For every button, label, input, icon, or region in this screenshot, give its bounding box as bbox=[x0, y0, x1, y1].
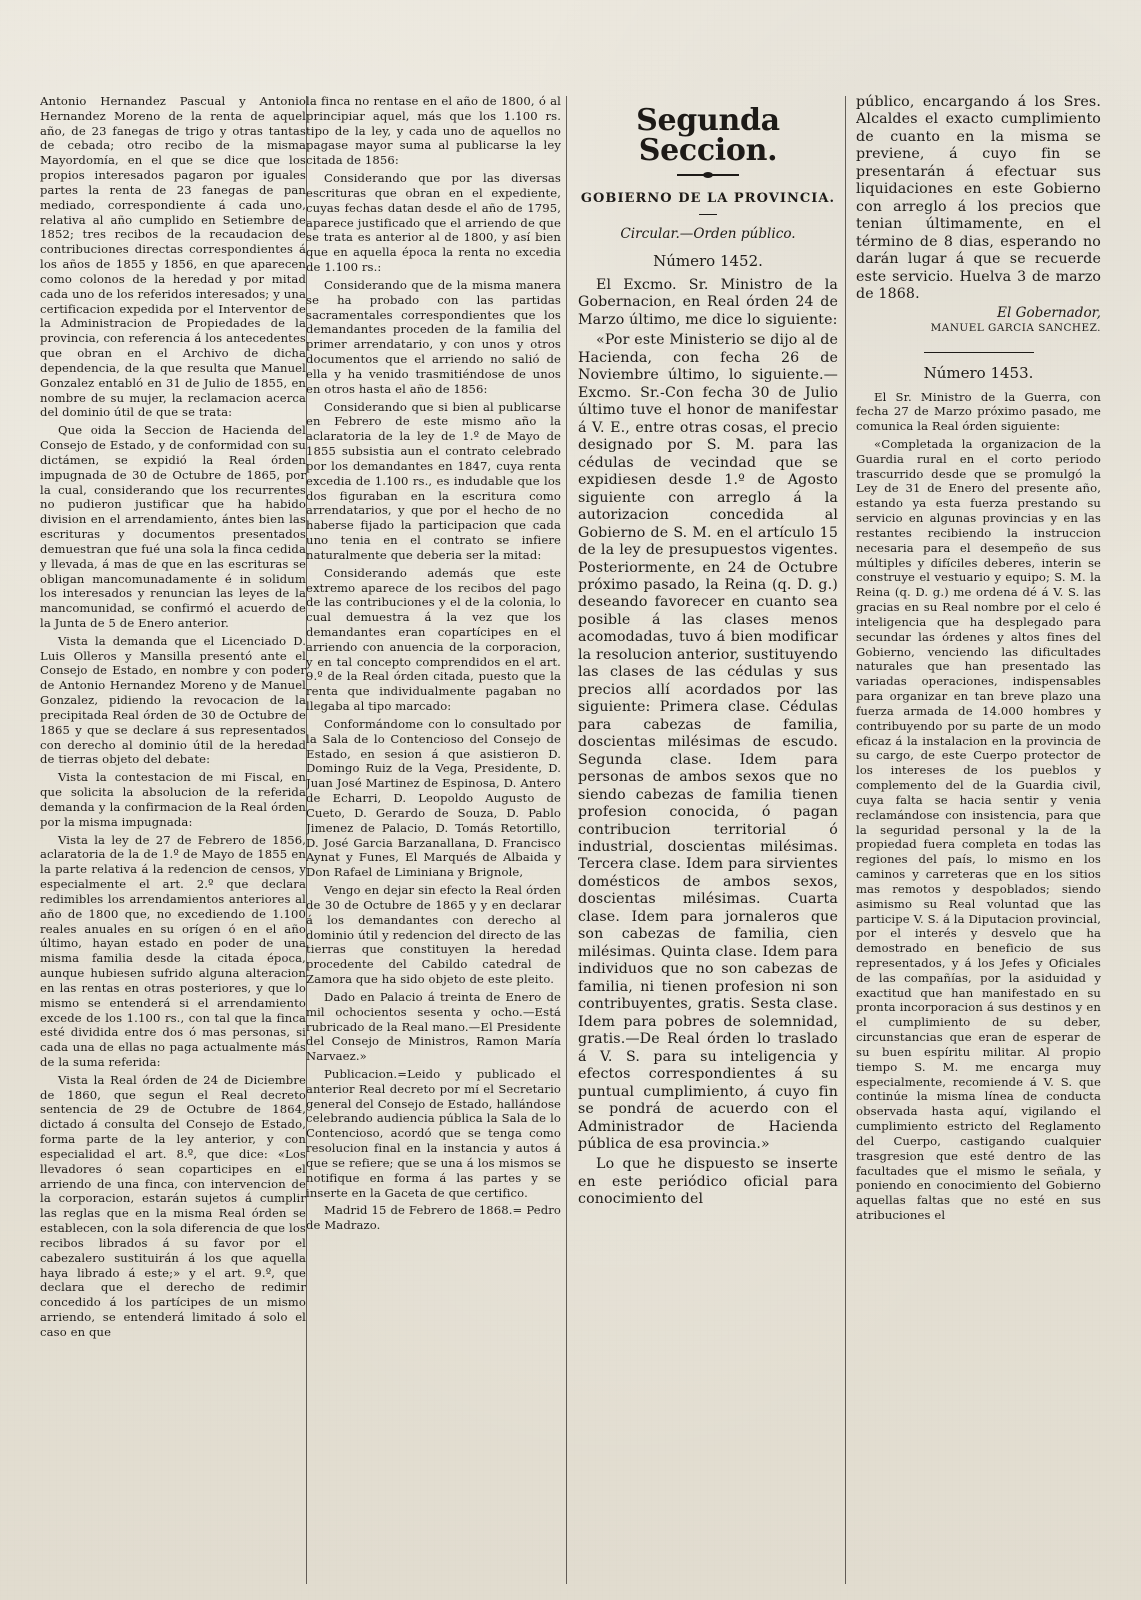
column-divider-3 bbox=[845, 96, 846, 1584]
right-column bbox=[856, 94, 1101, 1578]
left-paragraph-5: Vista la ley de 27 de Febrero de 1856, aclaratoria de la de 1.º de Mayo de 1855 en la parte relativa á la redencion de censos, y especialmente el art. 2.º que declara redimibles los arrendamientos anteriores al año de 1800 que, no excediendo de 1.100 reales anuales en su orígen ó en el año último, hayan estado en poder de una misma familia desde la citada época, aunque hubiesen sufrido alguna alteracion en las rentas en otras posteriores, y que lo mismo se entenderá si el arrendamiento excede de los 1.100 rs., con tal que la finca esté dividida entre dos ó mas personas, si cada una de ellas no paga actualmente más de la suma referida: bbox=[40, 832, 306, 1069]
right-paragraph-1: público, encargando á los Sres. Alcaldes el exacto cumplimiento de cuanto en la misma se previene, á cuyo fin se presentarán á efectuar sus liquidaciones en este Gobierno con arreglo á los precios que tenian últimamente, en el término de 8 dias, esperando no darán lugar á que se recuerde este servicio. Huelva 3 de marzo de 1868. bbox=[856, 94, 1101, 303]
governor-name: MANUEL GARCIA SANCHEZ. bbox=[930, 321, 1101, 334]
governor-label: El Gobernador, bbox=[997, 304, 1101, 321]
third-paragraph-3: Lo que he dispuesto se inserte en este periódico oficial para conocimiento del bbox=[578, 1156, 838, 1208]
middle-paragraph-7: Vengo en dejar sin efecto la Real órden de 30 de Octubre de 1865 y y en declarar á los demandantes con derecho al dominio útil y redencion del directo de las tierras que constituyen la heredad procedente del Cabildo catedral de Zamora que ha sido objeto de este pleito. bbox=[306, 883, 561, 987]
middle-paragraph-3: Considerando que de la misma manera se ha probado con las partidas sacramentales correspondientes que los demandantes proceden de la familia del primer arrendatario, y con unos y otros documentos que el arriendo no salió de ella y ha venido trasmitiéndose de unos en otros hasta el año de 1856: bbox=[306, 277, 561, 396]
left-paragraph-4: Vista la contestacion de mi Fiscal, en que solicita la absolucion de la referida demanda y la confirmacion de la Real órden por la misma impugnada: bbox=[40, 770, 306, 829]
middle-paragraph-4: Considerando que si bien al publicarse en Febrero de este mismo año la aclaratoria de la ley de 1.º de Mayo de 1855 subsistia aun el contrato celebrado por los demandantes en 1847, cuya renta excedia de 1.100 rs., es indudable que los dos figuraban en la escritura como arrendatarios, y que por el hecho de no haberse fijado la participacion que cada uno tenia en el contrato se infiere naturalmente que deberia ser la mitad: bbox=[306, 399, 561, 562]
right-paragraph-3: «Completada la organizacion de la Guardia rural en el corto periodo trascurrido desde que se promulgó la Ley de 31 de Enero del presente año, estando ya esta fuerza prestando su servicio en algunas provincias y en las restantes recibiendo la instruccion necesaria para el desempeño de sus múltiples y difíciles deberes, interin se construye el vestuario y equipo; S. M. la Reina (q. D. g.) me ordena dé á V. S. las gracias en su Real nombre por el celo é inteligencia que ha desplegado para secundar las órdenes y altos fines del Gobierno, venciendo las dificultades naturales que han presentado las variadas operaciones, indispensables para organizar en tan breve plazo una fuerza armada de 14.000 hombres y contribuyendo por su parte de un modo eficaz á la instalacion en la provincia de su cargo, de este Cuerpo protector de los intereses de los pueblos y complemento del de la Guardia civil, cuya falta se hacia sentir y venia reclamándose con insistencia, para que la seguridad personal y la de la propiedad fuera completa en todas las regiones del país, lo mismo en los caminos y carreteras que en los sitios mas remotos y despoblados; siendo asimismo su Real voluntad que las participe V. S. á la Diputacion provincial, por el interés y desvelo que ha demostrado en beneficio de sus representados, y á los Jefes y Oficiales de las compañías, por la asiduidad y exactitud que han manifestado en su pronta incorporacion á sus destinos y en el cumplimiento de su deber, circunstancias que eran de esperar de su buen espíritu militar. Al propio tiempo S. M. me encarga muy especialmente, recomiende á V. S. que continúe la misma línea de conducta observada hasta aquí, vigilando el cumplimiento estricto del Reglamento del Cuerpo, castigando cualquier trasgresion que esté dentro de las facultades que el mismo le señala, y poniendo en conocimiento del Gobierno aquellas faltas que no esté en sus atribuciones el bbox=[856, 437, 1101, 1223]
third-paragraph-1: El Excmo. Sr. Ministro de la Gobernacion, en Real órden 24 de Marzo último, me dice lo siguiente: bbox=[578, 277, 838, 328]
section-title: Segunda Seccion. bbox=[636, 103, 780, 168]
middle-paragraph-10: Madrid 15 de Febrero de 1868.= Pedro de Madrazo. bbox=[306, 1203, 561, 1233]
middle-paragraph-9: Publicacion.=Leido y publicado el anterior Real decreto por mí el Secretario general del Consejo de Estado, hallándose celebrando audiencia pública la Sala de lo Contencioso, acordó que se tenga como resolucion final en la instancia y autos á que se refiere; que se una á los mismos se notifique en forma á las partes y se inserte en la Gaceta de que certifico. bbox=[306, 1067, 561, 1200]
heading-dash bbox=[699, 214, 717, 215]
middle-paragraph-8: Dado en Palacio á treinta de Enero de mil ochocientos sesenta y ocho.—Está rubricado de la Real mano.—El Presidente del Consejo de Ministros, Ramon María Narvaez.» bbox=[306, 989, 561, 1064]
column-divider-2 bbox=[566, 96, 567, 1584]
third-paragraph-2: «Por este Ministerio se dijo al de Hacienda, con fecha 26 de Noviembre último, lo siguiente.—Excmo. Sr.-Con fecha 30 de Julio último tuve el honor de manifestar á V. E., entre otras cosas, el precio designado por S. M. para las cédulas de vecindad que se expidiesen desde 1.º de Agosto siguiente con arreglo á la autorizacion concedida al Gobierno de S. M. en el artículo 15 de la ley de presupuestos vigentes. Posteriormente, en 24 de Octubre próximo pasado, la Reina (q. D. g.) deseando favorecer en cuanto sea posible á las clases menos acomodadas, tuvo á bien modificar la resolucion anterior, sustituyendo las clases de las cédulas y sus precios allí acordados por las siguiente: Primera clase. Cédulas para cabezas de familia, doscientas milésimas de escudo. Segunda clase. Idem para personas de ambos sexos que no siendo cabezas de familia tienen profesion conocida, ó pagan contribucion territorial ó industrial, doscientas milésimas. Tercera clase. Idem para sirvientes domésticos de ambos sexos, doscientas milésimas. Cuarta clase. Idem para jornaleros que son cabezas de familia, cien milésimas. Quinta clase. Idem para individuos que no son cabezas de familia, ni tienen profesion ni son contribuyentes, gratis. Sesta clase. Idem para pobres de solemnidad, gratis.—De Real órden lo traslado á V. S. para su inteligencia y efectos correspondientes á su puntual cumplimiento, á cuyo fin se pondrá de acuerdo con el Administrador de Hacienda pública de esa provincia.» bbox=[578, 332, 838, 1152]
middle-paragraph-5: Considerando además que este extremo aparece de los recibos del pago de las contribuciones y el de la colonia, lo cual demuestra á la vez que los demandantes eran copartícipes en el arriendo con anuencia de la corporacion, y en tal concepto comprendidos en el art. 9.º de la Real órden citada, puesto que la renta que individualmente pagaban no llegaba al tipo marcado: bbox=[306, 565, 561, 714]
left-paragraph-1: Antonio Hernandez Pascual y Antonio Hernandez Moreno de la renta de aquel año, de 23 fanegas de trigo y otras tantas de cebada; otro recibo de la misma Mayordomía, en el que se dice que los propios interesados pagaron por iguales partes la renta de 23 fanegas de pan mediado, correspondiente á cada uno, relativa al año cumplido en Setiembre de 1852; tres recibos de la recaudacion de contribuciones directas correspondientes á los años de 1855 y 1856, en que aparecen como colonos de la heredad y por mitad cada uno de los referidos interesados; y una certificacion expedida por el Interventor de la Administracion de Propiedades de la provincia, con referencia á los antecedentes que obran en el Archivo de dicha dependencia, de la que resulta que Manuel Gonzalez entabló en 31 de Julio de 1855, en nombre de su mujer, la reclamacion acerca del dominio útil de que se trata: bbox=[40, 94, 306, 420]
left-paragraph-6: Vista la Real órden de 24 de Diciembre de 1860, que segun el Real decreto sentencia de 29 de Octubre de 1864, dictado á consulta del Consejo de Estado, forma parte de la ley anterior, y con especialidad el art. 8.º, que dice: «Los llevadores ó sean coparticipes en el arriendo de una finca, con intervencion de la corporacion, estarán sujetos á cumplir las reglas que en la misma Real órden se establecen, con la sola diferencia de que los recibos librados á su favor por el cabezalero sustituirán á los que aquella haya librado á este;» y el art. 9.º, que declara que el derecho de redimir concedido á los partícipes de un mismo arriendo, se entenderá limitado á solo el caso en que bbox=[40, 1072, 306, 1339]
middle-paragraph-1: la finca no rentase en el año de 1800, ó al principiar aquel, más que los 1.100 rs. tipo de la ley, y cada uno de aquellos no pagase mayor suma al publicarse la ley citada de 1856: bbox=[306, 94, 561, 168]
middle-column bbox=[306, 94, 561, 1578]
left-column bbox=[40, 94, 306, 1578]
right-section-rule bbox=[924, 352, 1034, 353]
left-paragraph-2: Que oida la Seccion de Hacienda del Consejo de Estado, y de conformidad con su dictámen, se expidió la Real órden impugnada de 30 de Octubre de 1865, por la cual, considerando que los recurrentes no pudieron justificar que ha habido division en el arrendamiento, ántes bien las escrituras y documentos presentados demuestran que fué una sola la finca cedida y llevada, á mas de que en las escrituras se obligan mancomunadamente é in solidum los interesados y renuncian las leyes de la mancomunidad, se confirmó el acuerdo de la Junta de 5 de Enero anterior. bbox=[40, 423, 306, 630]
number-1453: Número 1453. bbox=[923, 364, 1034, 383]
number-1452: Número 1452. bbox=[653, 251, 763, 270]
circular-heading: Circular.—Orden público. bbox=[620, 226, 796, 243]
section-title-rule bbox=[677, 174, 739, 176]
right-paragraph-2: El Sr. Ministro de la Guerra, con fecha 27 de Marzo próximo pasado, me comunica la Real órden siguiente: bbox=[856, 389, 1101, 434]
middle-paragraph-2: Considerando que por las diversas escrituras que obran en el expediente, cuyas fechas datan desde el año de 1795, aparece justificado que el arriendo de que se trata es anterior al de 1800, y así bien que en aquella época la renta no excedia de 1.100 rs.: bbox=[306, 171, 561, 275]
government-heading: GOBIERNO DE LA PROVINCIA. bbox=[580, 191, 836, 206]
middle-paragraph-6: Conformándome con lo consultado por la Sala de lo Contencioso del Consejo de Estado, en sesion á que asistieron D. Domingo Ruiz de la Vega, Presidente, D. Juan José Martinez de Espinosa, D. Antero de Echarri, D. Leopoldo Augusto de Cueto, D. Gerardo de Souza, D. Pablo Jimenez de Palacio, D. Tomás Retortillo, D. José Garcia Barzanallana, D. Francisco Aynat y Funes, El Marqués de Albaida y Don Rafael de Liminiana y Brignole, bbox=[306, 716, 561, 880]
third-column bbox=[578, 94, 838, 1578]
left-paragraph-3: Vista la demanda que el Licenciado D. Luis Olleros y Mansilla presentó ante el Consejo de Estado, en nombre y con poder de Antonio Hernandez Moreno y de Manuel Gonzalez, pidiendo la revocacion de la precipitada Real órden de 30 de Octubre de 1865 y que se declare á sus representados con derecho al dominio útil de la heredad de tierras objeto del debate: bbox=[40, 633, 306, 767]
